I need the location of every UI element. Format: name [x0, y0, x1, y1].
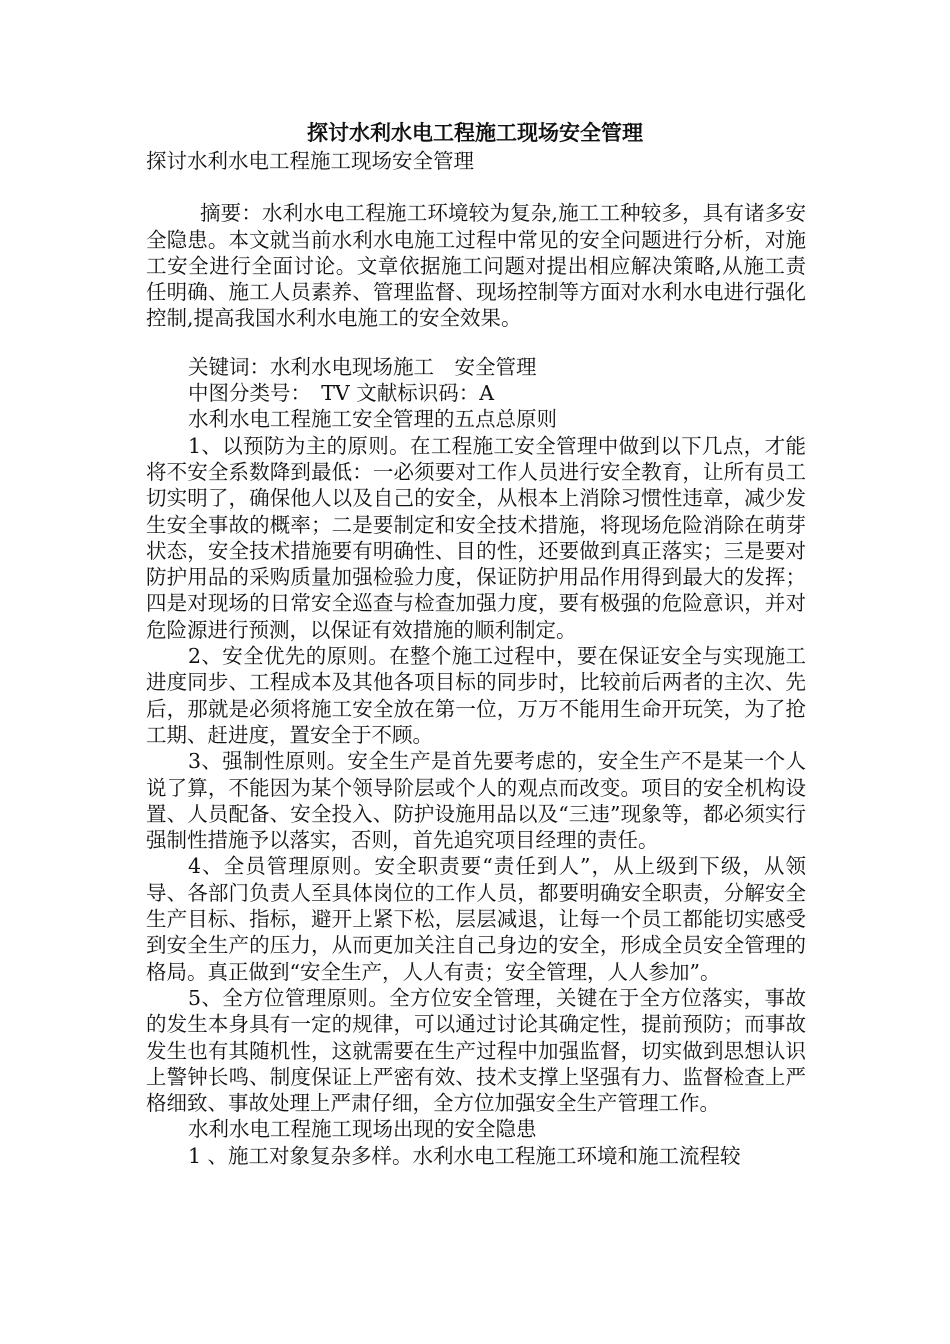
keywords-line: 关键词：水利水电现场施工 安全管理	[188, 354, 537, 379]
document-body	[146, 148, 806, 1169]
principle-paragraph: 4、全员管理原则。安全职责要“责任到人”，从上级到下级，从领导、各部门负责人至具体岗位的工作人员，都要明确安全职责，分解安全生产目标、指标，避开上紧下松，层层减退，让每一个员工都能切实感受到安全生产的压力，从而更加关注自己身边的安全，形成全员安全管理的格局。真正做到“安全生产，人人有责；安全管理，人人参加”。	[146, 854, 806, 984]
principle-paragraph: 3、强制性原则。安全生产是首先要考虑的，安全生产不是某一个人说了算，不能因为某个领导阶层或个人的观点而改变。项目的安全机构设置、人员配备、安全投入、防护设施用品以及“三违”现象等，都必须实行强制性措施予以落实，否则，首先追究项目经理的责任。	[146, 749, 806, 853]
hazard-paragraph: 1 、施工对象复杂多样。水利水电工程施工环境和施工流程较	[188, 1143, 741, 1168]
section-heading: 水利水电工程施工现场出现的安全隐患	[188, 1117, 537, 1142]
principle-paragraph: 5、全方位管理原则。全方位安全管理，关键在于全方位落实，事故的发生本身具有一定的规律，可以通过讨论其确定性，提前预防；而事故发生也有其随机性，这就需要在生产过程中加强监督，切实做到思想认识上警钟长鸣、制度保证上严密有效、技术支撑上坚强有力、监督检查上严格细致、事故处理上严肃仔细，全方位加强安全生产管理工作。	[146, 985, 806, 1116]
page-title: 探讨水利水电工程施工现场安全管理	[307, 121, 643, 145]
section-heading: 水利水电工程施工安全管理的五点总原则	[188, 407, 557, 432]
abstract-paragraph: 摘要：水利水电工程施工环境较为复杂,施工工种较多，具有诸多安全隐患。本文就当前水利水电施工过程中常见的安全问题进行分析，对施工安全进行全面讨论。文章依据施工问题对提出相应解决策略,从施工责任明确、施工人员素养、管理监督、现场控制等方面对水利水电进行强化控制,提高我国水利水电施工的安全效果。	[146, 201, 806, 331]
principle-paragraph: 1、以预防为主的原则。在工程施工安全管理中做到以下几点，才能将不安全系数降到最低：一必须要对工作人员进行安全教育，让所有员工切实明了，确保他人以及自己的安全，从根本上消除习惯性违章，减少发生安全事故的概率；二是要制定和安全技术措施，将现场危险消除在萌芽状态，安全技术措施要有明确性、目的性，还要做到真正落实；三是要对防护用品的采购质量加强检验力度，保证防护用品作用得到最大的发挥；四是对现场的日常安全巡查与检查加强力度，要有极强的危险意识，并对危险源进行预测，以保证有效措施的顺利制定。	[146, 433, 806, 642]
classification-line: 中图分类号： TV 文献标识码：A	[188, 381, 495, 406]
document-subtitle: 探讨水利水电工程施工现场安全管理	[146, 149, 474, 173]
principle-paragraph: 2、安全优先的原则。在整个施工过程中，要在保证安全与实现施工进度同步、工程成本及其他各项目标的同步时，比较前后两者的主次、先后，那就是必须将施工安全放在第一位，万万不能用生命开玩笑，为了抢工期、赶进度，置安全于不顾。	[146, 644, 806, 747]
